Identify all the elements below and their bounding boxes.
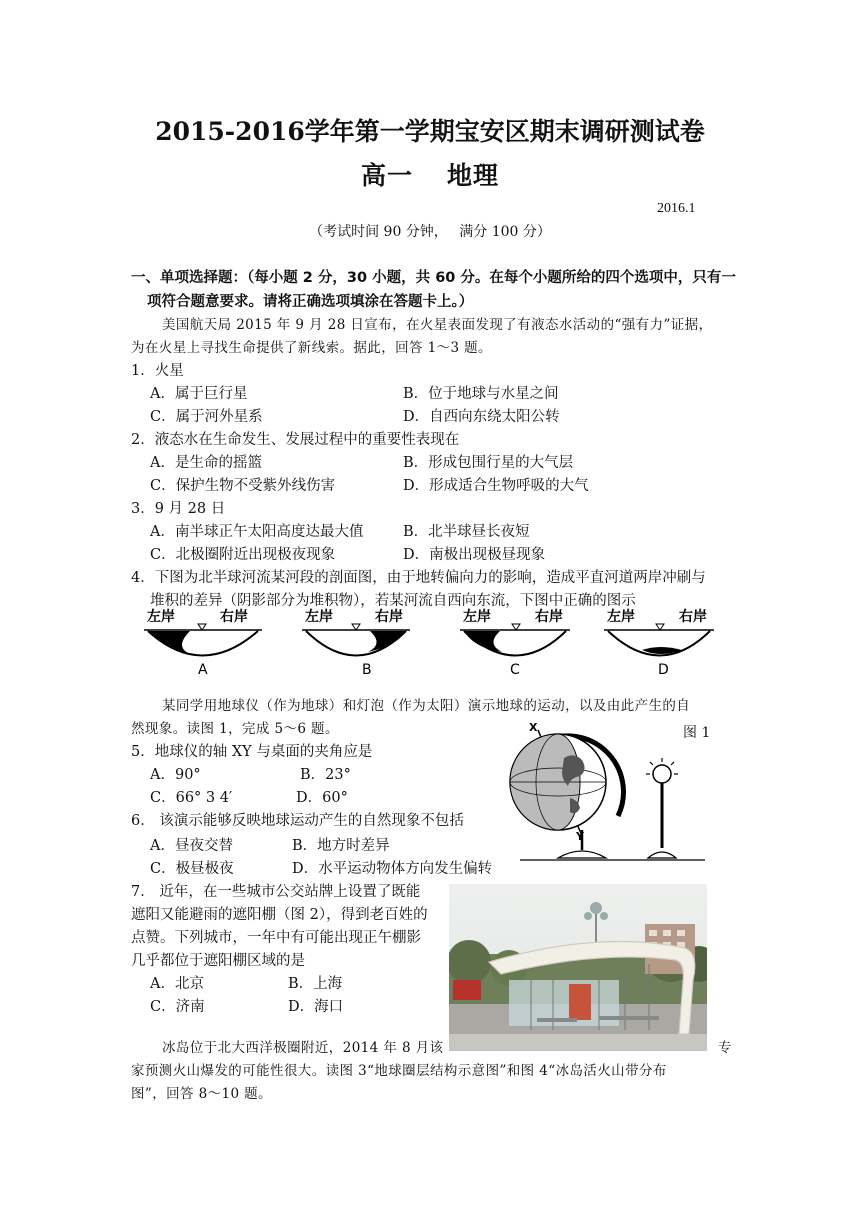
question-7-option-b: B．上海 — [288, 976, 343, 992]
left-bank-label: 左岸 — [607, 609, 635, 625]
river-diagram-c — [460, 608, 570, 678]
figure-1-label: 图 1 — [683, 725, 711, 741]
question-1-option-c: C．属于河外星系 — [150, 409, 263, 425]
question-7-option-d: D．海口 — [288, 999, 344, 1015]
question-3-option-d: D．南极出现极昼现象 — [403, 547, 546, 563]
left-bank-label: 左岸 — [463, 609, 491, 625]
intro-paragraph-2: 某同学用地球仪（作为地球）和灯泡（作为太阳）演示地球的运动，以及由此产生的自 — [162, 698, 691, 714]
left-bank-label: 左岸 — [305, 609, 333, 625]
right-bank-label: 右岸 — [375, 609, 403, 625]
river-diagram-d — [604, 608, 714, 678]
question-5-stem: 5．地球仪的轴 XY 与桌面的夹角应是 — [131, 744, 373, 760]
question-6-stem: 6． 该演示能够反映地球运动产生的自然现象不包括 — [131, 813, 464, 829]
question-2-stem: 2．液态水在生命发生、发展过程中的重要性表现在 — [131, 432, 460, 448]
question-4-stem-cont: 堆积的差异（阴影部分为堆积物），若某河流自西向东流，下图中正确的图示 — [150, 593, 636, 609]
diagram-label-c: C — [510, 662, 520, 678]
question-4-stem: 4．下图为北半球河流某河段的剖面图，由于地转偏向力的影响，造成平直河道两岸冲刷与 — [131, 570, 706, 586]
intro-paragraph-3-cont: 家预测火山爆发的可能性很大。读图 3“地球圈层结构示意图”和图 4“冰岛活火山带分布 — [131, 1063, 667, 1079]
river-diagram-a — [144, 608, 262, 678]
question-1-option-b: B．位于地球与水星之间 — [403, 386, 559, 402]
exam-time-info: （考试时间 90 分钟， 满分 100 分） — [309, 224, 551, 240]
question-3-option-c: C．北极圈附近出现极夜现象 — [150, 547, 336, 563]
intro-paragraph-3: 冰岛位于北大西洋极圈附近，2014 年 8 月该 — [162, 1040, 444, 1056]
question-7-option-c: C．济南 — [150, 999, 205, 1015]
water-level-marker — [352, 624, 360, 630]
question-1-option-d: D．自西向东绕太阳公转 — [403, 409, 560, 425]
lamp-base — [648, 852, 676, 858]
diagram-label-a: A — [198, 662, 208, 678]
question-1-stem: 1．火星 — [131, 363, 184, 379]
deposit-shading — [464, 631, 502, 652]
question-7-stem-line-3: 点赞。下列城市，一年中有可能出现正午棚影 — [131, 930, 421, 946]
exam-title: 2015-2016学年第一学期宝安区期末调研测试卷 — [155, 117, 705, 146]
question-2-option-b: B．形成包围行星的大气层 — [403, 455, 574, 471]
diagram-label-d: D — [658, 662, 669, 678]
question-7-stem-line-4: 几乎都位于遮阳棚区域的是 — [131, 953, 305, 969]
figure-2-bus-shelter-photo — [449, 884, 707, 1051]
question-2-option-a: A．是生命的摇篮 — [150, 455, 262, 471]
question-5-option-a: A．90° — [150, 767, 201, 783]
question-2-option-d: D．形成适合生物呼吸的大气 — [403, 478, 589, 494]
intro-paragraph-2-cont: 然现象。读图 1，完成 5～6 题。 — [131, 721, 339, 737]
diagram-label-b: B — [362, 662, 372, 678]
question-6-option-d: D．水平运动物体方向发生偏转 — [292, 861, 493, 877]
axis-x-label: X — [529, 721, 538, 734]
section-heading: 一、单项选择题：（每小题 2 分，30 小题，共 60 分。在每个小题所给的四个选项中，只有一 — [131, 270, 736, 286]
grade-label: 高一 — [360, 161, 413, 190]
right-bank-label: 右岸 — [679, 609, 707, 625]
left-bank-label: 左岸 — [147, 609, 175, 625]
question-3-stem: 3．9 月 28 日 — [131, 501, 226, 517]
right-bank-label: 右岸 — [220, 609, 248, 625]
question-6-option-b: B．地方时差异 — [292, 838, 390, 854]
exam-subtitle — [0, 156, 860, 192]
question-3-option-b: B．北半球昼长夜短 — [403, 524, 530, 540]
question-7-stem-line-2: 遮阳又能避雨的遮阳棚（图 2），得到老百姓的 — [131, 907, 428, 923]
question-6-option-c: C．极昼极夜 — [150, 861, 234, 877]
figure-1-globe-lamp — [500, 718, 715, 868]
question-5-option-b: B．23° — [300, 767, 351, 783]
subject-label: 地理 — [447, 161, 500, 190]
right-bank-label: 右岸 — [535, 609, 563, 625]
river-cross-section-diagrams — [140, 602, 740, 682]
deposit-shading — [368, 631, 406, 652]
lamp-bulb-icon — [653, 765, 671, 783]
question-2-option-c: C．保护生物不受紫外线伤害 — [150, 478, 336, 494]
question-1-option-a: A．属于巨行星 — [150, 386, 248, 402]
question-7-stem: 7． 近年，在一些城市公交站牌上设置了既能 — [131, 884, 421, 900]
intro-paragraph-1: 美国航天局 2015 年 9 月 28 日宣布，在火星表面发现了有液态水活动的“强有力”证据， — [162, 317, 713, 333]
water-level-marker — [656, 624, 664, 630]
question-5-option-d: D．60° — [296, 790, 348, 806]
river-diagram-b — [302, 608, 410, 678]
question-7-option-a: A．北京 — [150, 976, 204, 992]
question-6-option-a: A．昼夜交替 — [150, 838, 233, 854]
exam-date: 2016.1 — [657, 201, 696, 216]
intro-paragraph-1-cont: 为在火星上寻找生命提供了新线索。据此，回答 1～3 题。 — [131, 340, 492, 356]
axis-y-label: Y — [576, 830, 584, 843]
intro-paragraph-3-end: 图”，回答 8～10 题。 — [131, 1086, 272, 1102]
question-3-option-a: A．南半球正午太阳高度达最大值 — [150, 524, 364, 540]
section-heading-cont: 项符合题意要求。请将正确选项填涂在答题卡上。） — [147, 294, 474, 310]
question-5-option-c: C．66° 3 4′ — [150, 790, 233, 806]
water-level-marker — [198, 624, 206, 630]
intro-paragraph-3-tail: 专 — [718, 1040, 732, 1056]
globe-stand-base — [558, 851, 606, 858]
deposit-shading — [148, 631, 190, 653]
water-level-marker — [512, 624, 520, 630]
